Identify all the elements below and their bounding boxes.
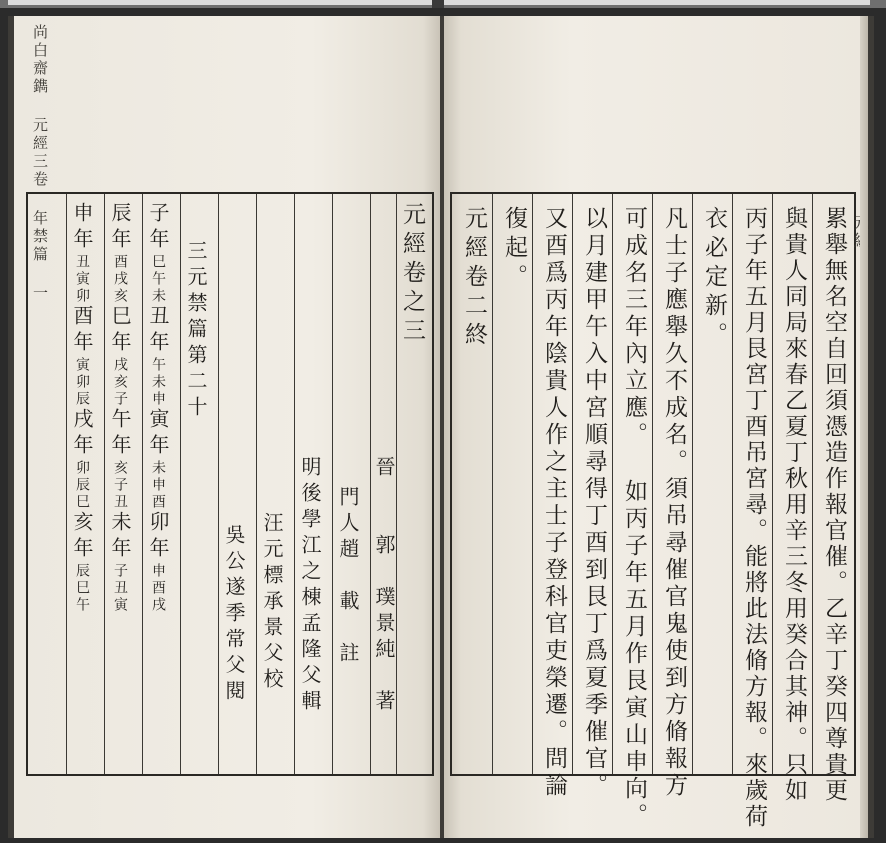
col-line <box>218 194 219 774</box>
year-column-c: 申年丑寅卯酉年寅卯辰戌年卯辰巳亥年辰巳午 <box>70 202 94 614</box>
col-line <box>142 194 143 774</box>
col-line <box>652 194 653 774</box>
volume-title: 元經卷之三 <box>399 202 425 347</box>
col-line <box>66 194 67 774</box>
col-line <box>572 194 573 774</box>
col-line <box>396 194 397 774</box>
col-line <box>612 194 613 774</box>
col-line <box>180 194 181 774</box>
col-line <box>256 194 257 774</box>
page-edge <box>860 16 868 838</box>
text-column: 復起。 <box>501 206 527 293</box>
credit-line: 門人趙 載 註 <box>336 486 360 668</box>
section-title: 三元禁篇第二十 <box>184 240 208 422</box>
text-column: 以月建甲午入中宮順尋得丁酉到艮丁爲夏季催官。 <box>581 206 607 800</box>
col-line <box>532 194 533 774</box>
col-line <box>104 194 105 774</box>
credit-line: 明後學江之棟孟隆父輯 <box>298 456 322 716</box>
credit-line: 吳公遂季常父閱 <box>222 524 246 706</box>
text-column: 與貴人同局來春乙夏丁秋用辛三冬用癸合其神。只如 <box>781 206 807 804</box>
text-column: 可成名三年內立應。 如丙子年五月作艮寅山申向。 <box>621 206 647 830</box>
left-edge-label: 尚白齋鐫 元經三卷 年禁篇 一 <box>31 24 49 303</box>
credit-line: 晉 郭 璞景純 著 <box>372 456 396 716</box>
year-column-a: 子年巳午未丑年午未申寅年未申酉卯年申酉戌 <box>146 202 170 614</box>
col-line <box>732 194 733 774</box>
col-line <box>812 194 813 774</box>
text-column: 又酉爲丙年陰貴人作之主士子登科官吏榮遷。問論 <box>541 206 567 800</box>
col-line <box>294 194 295 774</box>
text-column: 凡士子應舉久不成名。須吊尋催官鬼使到方脩報方 <box>661 206 687 800</box>
col-line <box>370 194 371 774</box>
col-line <box>772 194 773 774</box>
text-column: 丙子年五月艮宮丁酉吊宮尋。能將此法脩方報。來歲荷 <box>741 206 767 830</box>
credit-line: 汪元標承景父校 <box>260 512 284 694</box>
book-spread <box>8 16 874 838</box>
right-page <box>444 16 868 838</box>
text-column: 累舉無名空自回須憑造作報官催。乙辛丁癸四尊貴更 <box>821 206 847 804</box>
gutter-top <box>432 0 444 8</box>
text-column: 衣必定新。 <box>701 206 727 351</box>
col-line <box>332 194 333 774</box>
volume-end-line: 元經卷二終 <box>461 206 487 351</box>
col-line <box>692 194 693 774</box>
left-text-frame <box>26 192 434 776</box>
year-column-b: 辰年酉戌亥巳年戌亥子午年亥子丑未年子丑寅 <box>108 202 132 614</box>
col-line <box>492 194 493 774</box>
left-page <box>14 16 440 838</box>
right-text-frame <box>450 192 856 830</box>
